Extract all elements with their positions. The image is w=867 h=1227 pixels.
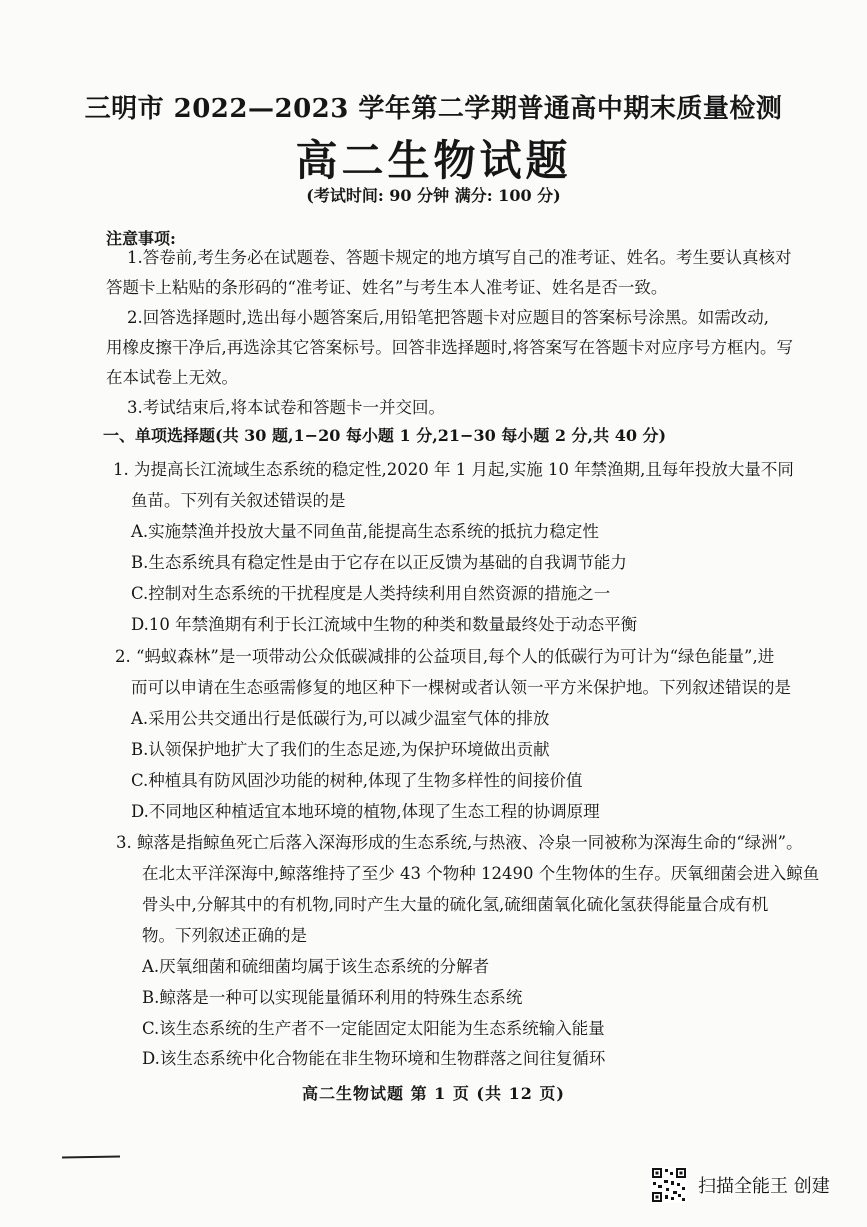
question-2-option-b: B.认领保护地扩大了我们的生态足迹,为保护环境做出贡献 [131, 740, 550, 759]
question-1-option-b: B.生态系统具有稳定性是由于它存在以正反馈为基础的自我调节能力 [131, 553, 627, 572]
question-3-option-b: B.鲸落是一种可以实现能量循环利用的特殊生态系统 [142, 988, 523, 1007]
notice-line: 答题卡上粘贴的条形码的“准考证、姓名”与考生本人准考证、姓名是否一致。 [106, 278, 668, 297]
question-1-option-c: C.控制对生态系统的干扰程度是人类持续利用自然资源的措施之一 [131, 584, 611, 603]
question-2-option-d: D.不同地区种植适宜本地环境的植物,体现了生态工程的协调原理 [131, 802, 600, 821]
notice-line: 在本试卷上无效。 [106, 368, 238, 387]
question-1-option-a: A.实施禁渔并投放大量不同鱼苗,能提高生态系统的抵抗力稳定性 [131, 522, 599, 541]
question-1-stem: 1. 为提高长江流域生态系统的稳定性,2020 年 1 月起,实施 10 年禁渔期,且每年投放大量不同 [113, 460, 794, 479]
question-1-option-d: D.10 年禁渔期有利于长江流域中生物的种类和数量最终处于动态平衡 [131, 615, 638, 634]
notice-line: 1.答卷前,考生务必在试题卷、答题卡规定的地方填写自己的准考证、姓名。考生要认真核对 [127, 248, 792, 267]
question-1-stem: 鱼苗。下列有关叙述错误的是 [131, 491, 346, 510]
notice-line: 3.考试结束后,将本试卷和答题卡一并交回。 [127, 398, 445, 417]
question-2-stem: 2. “蚂蚁森林”是一项带动公众低碳减排的公益项目,每个人的低碳行为可计为“绿色能量”,进 [115, 647, 775, 666]
scan-mark [62, 1155, 120, 1158]
question-3-option-d: D.该生态系统中化合物能在非生物环境和生物群落之间往复循环 [142, 1049, 606, 1068]
question-3-stem: 物。下列叙述正确的是 [142, 926, 307, 945]
qr-code-icon [651, 1167, 687, 1203]
section-heading: 一、单项选择题(共 30 题,1−20 每小题 1 分,21−30 每小题 2 分,共 40 分) [103, 426, 667, 445]
question-2-option-a: A.采用公共交通出行是低碳行为,可以减少温室气体的排放 [131, 709, 550, 728]
exam-info: (考试时间: 90 分钟 满分: 100 分) [306, 186, 561, 205]
question-3-stem: 3. 鲸落是指鲸鱼死亡后落入深海形成的生态系统,与热液、冷泉一同被称为深海生命的“绿洲”。 [116, 833, 803, 852]
notice-line: 2.回答选择题时,选出每小题答案后,用铅笔把答题卡对应题目的答案标号涂黑。如需改动, [127, 308, 769, 327]
exam-series-title: 三明市 2022—2023 学年第二学期普通高中期末质量检测 [84, 94, 783, 124]
question-3-stem: 骨头中,分解其中的有机物,同时产生大量的硫化氢,硫细菌氧化硫化氢获得能量合成有机 [142, 895, 769, 914]
scanner-watermark: 扫描全能王 创建 [698, 1176, 830, 1197]
question-2-option-c: C.种植具有防风固沙功能的树种,体现了生物多样性的间接价值 [131, 771, 583, 790]
notice-line: 用橡皮擦干净后,再选涂其它答案标号。回答非选择题时,将答案写在答题卡对应序号方框内。写 [106, 338, 793, 357]
question-3-stem: 在北太平洋深海中,鲸落维持了至少 43 个物种 12490 个生物体的生存。厌氧细菌会进入鲸鱼 [142, 864, 820, 883]
paper-title: 高二生物试题 [295, 136, 572, 185]
notice-heading: 注意事项: [106, 229, 176, 248]
page-footer: 高二生物试题 第 1 页 (共 12 页) [302, 1084, 565, 1103]
question-2-stem: 而可以申请在生态亟需修复的地区种下一棵树或者认领一平方米保护地。下列叙述错误的是 [131, 678, 791, 697]
question-3-option-a: A.厌氧细菌和硫细菌均属于该生态系统的分解者 [142, 957, 490, 976]
question-3-option-c: C.该生态系统的生产者不一定能固定太阳能为生态系统输入能量 [142, 1019, 605, 1038]
